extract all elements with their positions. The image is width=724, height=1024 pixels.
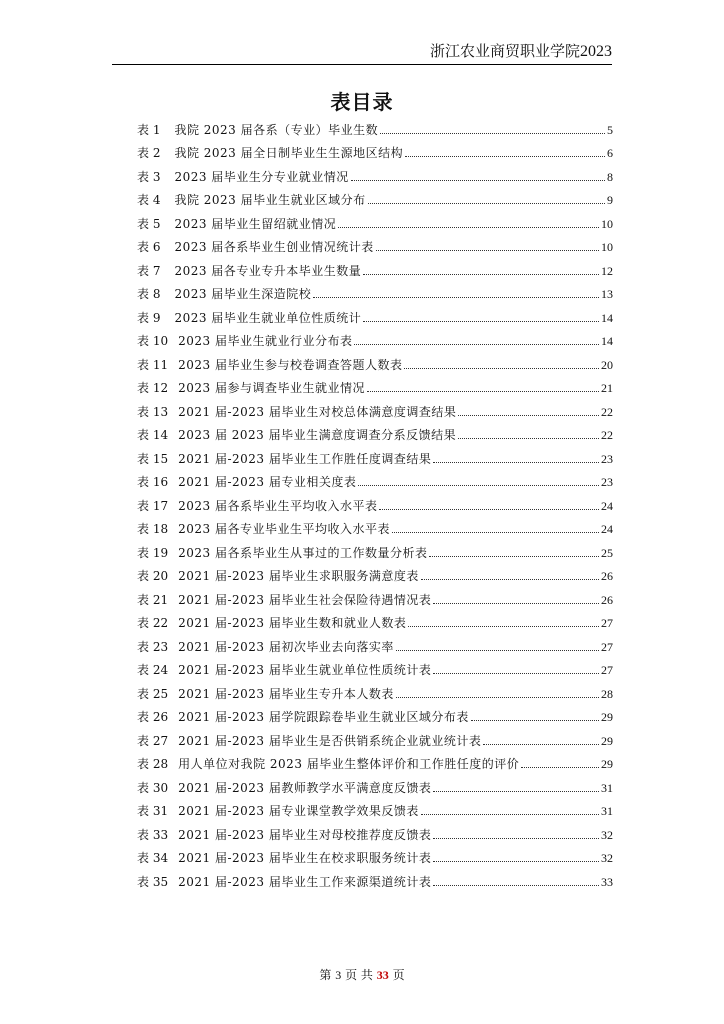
toc-entry-leader (521, 767, 599, 768)
toc-entry-page: 27 (601, 663, 613, 677)
toc-entry-number: 表 9 (137, 310, 161, 325)
toc-entry[interactable] (137, 442, 613, 466)
toc-entry-number: 表 14 (137, 428, 169, 442)
toc-entry-title: 2021 届-2023 届毕业生工作来源渠道统计表 (178, 874, 432, 889)
table-of-tables (137, 113, 613, 889)
toc-entry[interactable] (137, 160, 613, 184)
toc-entry-title: 我院 2023 届毕业生就业区域分布 (174, 193, 366, 207)
toc-entry-number: 表 25 (137, 686, 169, 701)
toc-entry-leader (392, 532, 599, 533)
toc-entry-page: 32 (601, 827, 613, 842)
toc-entry-page: 23 (601, 451, 613, 466)
toc-entry-page: 24 (601, 522, 613, 536)
toc-entry[interactable] (137, 724, 613, 748)
toc-entry[interactable] (137, 701, 613, 725)
toc-entry-leader (404, 368, 599, 369)
toc-entry[interactable] (137, 184, 613, 208)
toc-entry-number: 表 5 (137, 216, 161, 231)
toc-entry-number: 表 13 (137, 404, 169, 419)
toc-entry-page: 10 (601, 216, 613, 231)
toc-entry[interactable] (137, 560, 613, 584)
toc-entry-title: 2021 届-2023 届毕业生对校总体满意度调查结果 (178, 404, 457, 419)
toc-entry-page: 32 (601, 851, 613, 865)
toc-entry[interactable] (137, 607, 613, 631)
toc-entry-title: 2023 届毕业生留绍就业情况 (174, 216, 337, 231)
page-footer (0, 966, 724, 983)
toc-entry-page: 29 (601, 710, 613, 724)
toc-entry-page: 10 (601, 240, 613, 254)
toc-entry-number: 表 33 (137, 827, 169, 842)
toc-entry-number: 表 15 (137, 451, 169, 466)
toc-entry-title: 2023 届各专业专升本毕业生数量 (174, 263, 362, 278)
toc-entry-leader (376, 250, 599, 251)
footer-suffix: 页 (392, 968, 405, 982)
toc-entry-page: 14 (601, 310, 613, 325)
toc-entry-title: 2021 届-2023 届毕业生社会保险待遇情况表 (178, 592, 432, 607)
toc-entry-title: 2021 届-2023 届毕业生对母校推荐度反馈表 (178, 827, 432, 842)
toc-entry[interactable] (137, 254, 613, 278)
toc-entry-page: 25 (601, 545, 613, 560)
toc-entry-number: 表 16 (137, 475, 169, 489)
toc-entry-number: 表 28 (137, 757, 169, 771)
toc-entry-leader (433, 673, 599, 674)
toc-entry-leader (458, 438, 599, 439)
toc-entry-leader (313, 297, 599, 298)
toc-entry-title: 2021 届-2023 届毕业生在校求职服务统计表 (178, 851, 432, 865)
toc-entry-leader (433, 462, 599, 463)
toc-entry-leader (458, 415, 599, 416)
toc-entry[interactable] (137, 513, 613, 537)
toc-entry-title: 2023 届各系毕业生平均收入水平表 (178, 498, 378, 513)
toc-entry-title: 2021 届-2023 届毕业生专升本人数表 (178, 686, 394, 701)
toc-entry[interactable] (137, 419, 613, 443)
toc-entry-leader (433, 861, 599, 862)
toc-entry-leader (367, 391, 599, 392)
toc-entry-leader (405, 156, 605, 157)
toc-entry-title: 2021 届-2023 届毕业生数和就业人数表 (178, 616, 407, 630)
toc-entry[interactable] (137, 231, 613, 255)
toc-entry-title: 2021 届-2023 届专业课堂教学效果反馈表 (178, 804, 419, 818)
institution-name: 浙江农业商贸职业学院 (429, 42, 580, 60)
toc-entry[interactable] (137, 748, 613, 772)
toc-entry-leader (358, 485, 599, 486)
toc-entry-number: 表 23 (137, 639, 169, 654)
page-header (0, 40, 612, 61)
header-rule (112, 64, 612, 65)
current-page-number: 3 (335, 968, 342, 982)
toc-entry-page: 31 (601, 804, 613, 818)
toc-entry-number: 表 27 (137, 733, 169, 748)
toc-entry-leader (363, 321, 599, 322)
toc-entry-leader (379, 509, 599, 510)
toc-entry-leader (396, 650, 599, 651)
toc-entry-title: 2021 届-2023 届学院跟踪卷毕业生就业区域分布表 (178, 710, 469, 724)
toc-entry[interactable] (137, 583, 613, 607)
toc-entry-page: 14 (601, 334, 613, 348)
toc-entry-number: 表 26 (137, 710, 169, 724)
toc-entry-page: 22 (601, 404, 613, 419)
toc-entry-number: 表 24 (137, 663, 169, 677)
toc-entry-number: 表 11 (137, 357, 169, 372)
toc-entry-page: 26 (601, 592, 613, 607)
toc-entry-title: 我院 2023 届全日制毕业生生源地区结构 (174, 146, 404, 160)
toc-entry-leader (396, 697, 599, 698)
toc-entry-title: 2023 届毕业生分专业就业情况 (174, 169, 349, 184)
toc-entry-title: 2023 届毕业生参与校卷调查答题人数表 (178, 357, 403, 372)
toc-entry-title: 我院 2023 届各系（专业）毕业生数 (174, 122, 379, 137)
toc-entry-page: 28 (601, 686, 613, 701)
toc-entry-title: 2023 届毕业生深造院校 (174, 287, 312, 301)
toc-entry[interactable] (137, 677, 613, 701)
toc-entry-leader (363, 274, 599, 275)
toc-entry-number: 表 2 (137, 146, 161, 160)
toc-entry[interactable] (137, 630, 613, 654)
toc-entry-page: 24 (601, 498, 613, 513)
toc-entry-leader (471, 720, 599, 721)
toc-entry-leader (421, 814, 599, 815)
toc-entry-leader (354, 344, 599, 345)
toc-entry-number: 表 30 (137, 780, 169, 795)
toc-entry-number: 表 22 (137, 616, 169, 630)
toc-entry-number: 表 21 (137, 592, 169, 607)
toc-entry-leader (421, 579, 599, 580)
toc-entry-number: 表 8 (137, 287, 161, 301)
toc-entry-page: 22 (601, 428, 613, 442)
toc-entry[interactable] (137, 489, 613, 513)
total-page-count: 33 (376, 968, 389, 982)
toc-entry[interactable] (137, 818, 613, 842)
toc-entry-number: 表 18 (137, 522, 169, 536)
footer-prefix: 第 (319, 968, 332, 982)
toc-entry[interactable] (137, 395, 613, 419)
toc-entry-number: 表 17 (137, 498, 169, 513)
toc-entry-page: 9 (607, 193, 613, 207)
toc-entry-number: 表 7 (137, 263, 161, 278)
toc-entry[interactable] (137, 795, 613, 819)
toc-entry[interactable] (137, 137, 613, 161)
toc-entry-title: 2021 届-2023 届初次毕业去向落实率 (178, 639, 394, 654)
toc-entry[interactable] (137, 536, 613, 560)
toc-entry-page: 31 (601, 780, 613, 795)
toc-entry-leader (433, 791, 599, 792)
toc-entry-number: 表 10 (137, 334, 169, 348)
page-title: 表目录 (330, 90, 394, 114)
toc-entry-number: 表 4 (137, 193, 161, 207)
toc-entry-leader (433, 885, 599, 886)
toc-entry-title: 2021 届-2023 届毕业生工作胜任度调查结果 (178, 451, 432, 466)
toc-entry[interactable] (137, 113, 613, 137)
toc-entry-page: 13 (601, 287, 613, 301)
toc-entry-page: 12 (601, 263, 613, 278)
toc-entry[interactable] (137, 865, 613, 889)
toc-entry-leader (368, 203, 605, 204)
toc-entry-number: 表 34 (137, 851, 169, 865)
toc-entry-number: 表 12 (137, 381, 169, 395)
toc-entry-leader (483, 744, 599, 745)
toc-entry-number: 表 1 (137, 122, 161, 137)
toc-entry-page: 27 (601, 639, 613, 654)
toc-entry-title: 2021 届-2023 届毕业生就业单位性质统计表 (178, 663, 432, 677)
toc-entry-page: 20 (601, 357, 613, 372)
toc-entry-page: 26 (601, 569, 613, 583)
toc-entry-leader (429, 556, 599, 557)
toc-entry[interactable] (137, 466, 613, 490)
toc-entry[interactable] (137, 771, 613, 795)
toc-entry[interactable] (137, 301, 613, 325)
toc-entry[interactable] (137, 348, 613, 372)
toc-entry-title: 用人单位对我院 2023 届毕业生整体评价和工作胜任度的评价 (178, 757, 520, 771)
toc-entry-leader (433, 838, 599, 839)
toc-entry-page: 27 (601, 616, 613, 630)
toc-entry-page: 29 (601, 733, 613, 748)
toc-entry-leader (408, 626, 599, 627)
toc-entry-page: 23 (601, 475, 613, 489)
toc-entry[interactable] (137, 372, 613, 396)
toc-entry-number: 表 6 (137, 240, 161, 254)
toc-entry[interactable] (137, 325, 613, 349)
toc-entry[interactable] (137, 654, 613, 678)
toc-entry-title: 2023 届毕业生就业单位性质统计 (174, 310, 362, 325)
toc-entry-page: 8 (607, 169, 613, 184)
toc-entry-title: 2021 届-2023 届专业相关度表 (178, 475, 357, 489)
toc-entry[interactable] (137, 207, 613, 231)
toc-entry-number: 表 35 (137, 874, 169, 889)
toc-entry[interactable] (137, 842, 613, 866)
toc-entry-number: 表 3 (137, 169, 161, 184)
toc-entry-number: 表 31 (137, 804, 169, 818)
toc-entry-page: 5 (607, 122, 613, 137)
toc-entry-title: 2023 届各系毕业生从事过的工作数量分析表 (178, 545, 428, 560)
toc-entry-title: 2023 届参与调查毕业生就业情况 (178, 381, 365, 395)
toc-entry-page: 6 (607, 146, 613, 160)
toc-entry-page: 33 (601, 874, 613, 889)
footer-middle: 页 共 (345, 968, 373, 982)
toc-entry[interactable] (137, 278, 613, 302)
toc-entry-leader (380, 133, 605, 134)
toc-entry-title: 2021 届-2023 届毕业生求职服务满意度表 (178, 569, 419, 583)
toc-entry-page: 29 (601, 757, 613, 771)
header-year: 2023 (580, 43, 612, 60)
toc-entry-title: 2021 届-2023 届毕业生是否供销系统企业就业统计表 (178, 733, 482, 748)
toc-entry-title: 2023 届各专业毕业生平均收入水平表 (178, 522, 390, 536)
toc-entry-title: 2023 届 2023 届毕业生满意度调查分系反馈结果 (178, 428, 457, 442)
toc-entry-leader (433, 603, 599, 604)
toc-entry-number: 表 19 (137, 545, 169, 560)
toc-entry-title: 2021 届-2023 届教师教学水平满意度反馈表 (178, 780, 432, 795)
toc-entry-number: 表 20 (137, 569, 169, 583)
toc-entry-title: 2023 届各系毕业生创业情况统计表 (174, 240, 374, 254)
toc-entry-page: 21 (601, 381, 613, 395)
toc-entry-title: 2023 届毕业生就业行业分布表 (178, 334, 353, 348)
toc-entry-leader (338, 227, 599, 228)
toc-entry-leader (351, 180, 605, 181)
